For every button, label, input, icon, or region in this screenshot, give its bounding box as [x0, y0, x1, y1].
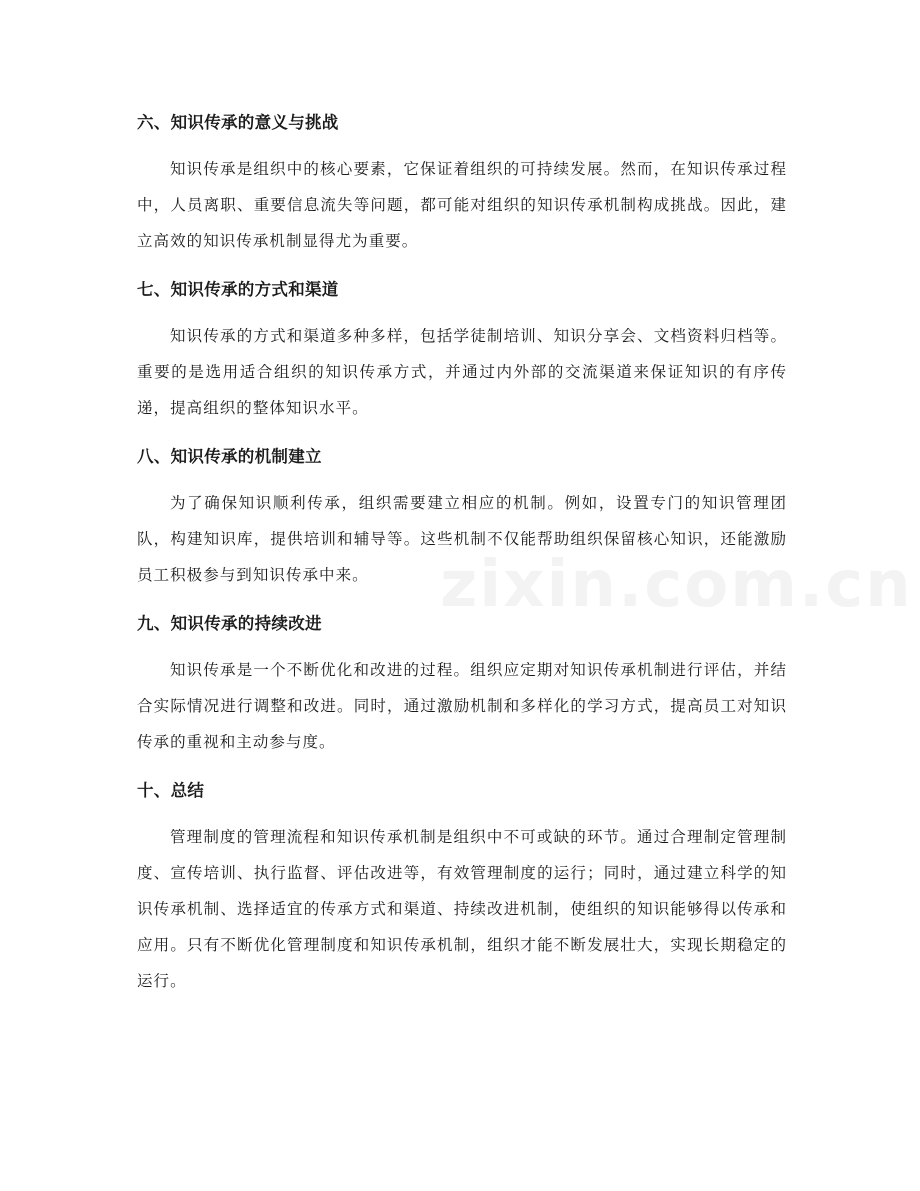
document-body — [137, 108, 787, 999]
section-paragraph-7: 知识传承的方式和渠道多种多样，包括学徒制培训、知识分享会、文档资料归档等。重要的是选用适合组织的知识传承方式，并通过内外部的交流渠道来保证知识的有序传递，提高组织的整体知识水平。 — [137, 327, 787, 417]
section-paragraph-10: 管理制度的管理流程和知识传承机制是组织中不可或缺的环节。通过合理制定管理制度、宣传培训、执行监督、评估改进等，有效管理制度的运行；同时，通过建立科学的知识传承机制、选择适宜的传承方式和渠道、持续改进机制，使组织的知识能够得以传承和应用。只有不断优化管理制度和知识传承机制，组织才能不断发展壮大，实现长期稳定的运行。 — [137, 828, 787, 990]
section-heading-6: 六、知识传承的意义与挑战 — [137, 113, 339, 132]
section-paragraph-6: 知识传承是组织中的核心要素，它保证着组织的可持续发展。然而，在知识传承过程中，人员离职、重要信息流失等问题，都可能对组织的知识传承机制构成挑战。因此，建立高效的知识传承机制显得尤为重要。 — [137, 160, 787, 250]
section-heading-9: 九、知识传承的持续改进 — [137, 614, 322, 633]
section-paragraph-8: 为了确保知识顺利传承，组织需要建立相应的机制。例如，设置专门的知识管理团队，构建知识库，提供培训和辅导等。这些机制不仅能帮助组织保留核心知识，还能激励员工积极参与到知识传承中来。 — [137, 494, 787, 584]
watermark-text: zixin.com.cn — [440, 548, 913, 622]
section-heading-8: 八、知识传承的机制建立 — [137, 447, 322, 466]
section-paragraph-9: 知识传承是一个不断优化和改进的过程。组织应定期对知识传承机制进行评估，并结合实际情况进行调整和改进。同时，通过激励机制和多样化的学习方式，提高员工对知识传承的重视和主动参与度。 — [137, 661, 787, 751]
section-heading-7: 七、知识传承的方式和渠道 — [137, 280, 339, 299]
section-heading-10: 十、总结 — [137, 781, 205, 800]
